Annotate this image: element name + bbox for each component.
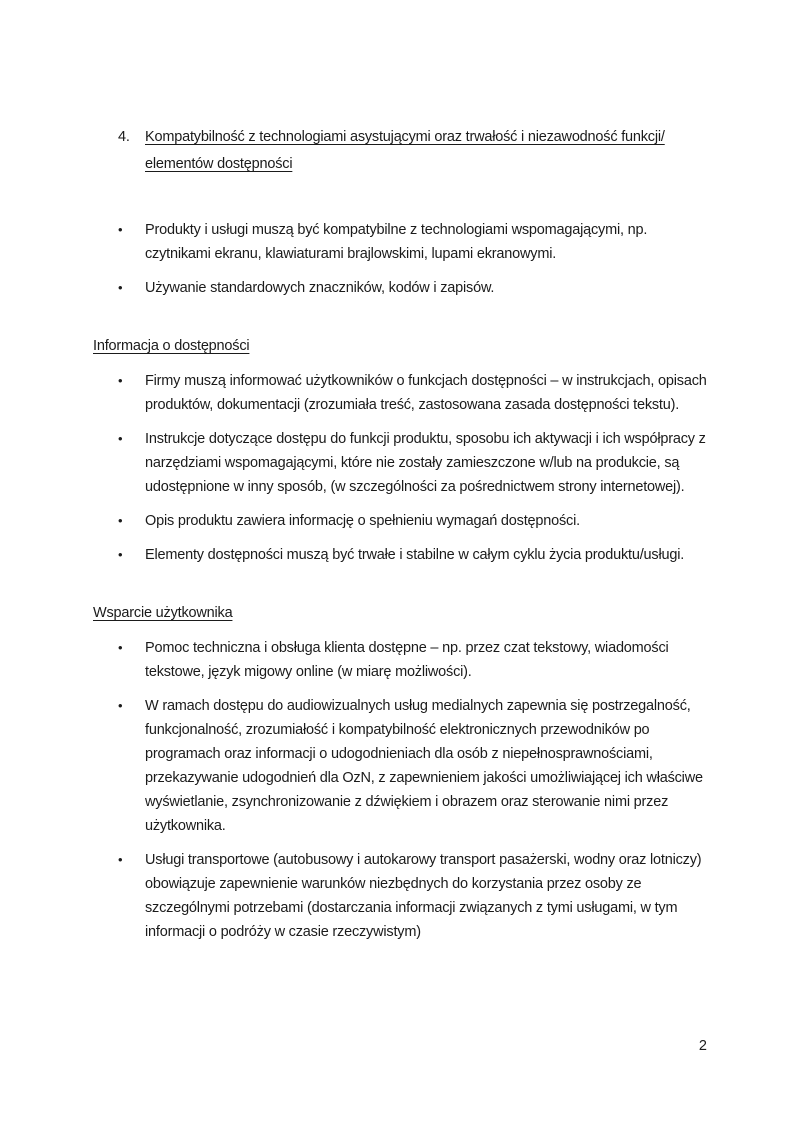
bullet-text: Instrukcje dotyczące dostępu do funkcji produktu, sposobu ich aktywacji i ich współpracy z narzędziami wspomagającymi, które nie zostały zamieszczone w/lub na produkcie, są udostępnione w inny sposób, (w szczególności za pośrednictwem strony internetowej). xyxy=(145,431,706,495)
bullet-text: W ramach dostępu do audiowizualnych usług medialnych zapewnia się postrzegalność, funkcjonalność, zrozumiałość i kompatybilność elektronicznych przewodników po programach oraz informacji o udogodnieniach dla osób z niepełnosprawnościami, przekazywanie udogodnień dla OzN, z zapewnieniem jakości umożliwiającej ich właściwe wyświetlanie, zsynchronizowanie z dźwiękiem i obrazem oraz sterowanie nimi przez użytkownika. xyxy=(145,698,703,834)
list-item xyxy=(93,848,707,944)
bullet-marker: • xyxy=(118,640,123,655)
list-item xyxy=(93,509,707,533)
bullet-text: Używanie standardowych znaczników, kodów i zapisów. xyxy=(145,280,495,296)
list-item xyxy=(93,218,707,266)
bullet-text: Pomoc techniczna i obsługa klienta dostępne – np. przez czat tekstowy, wiadomości tekstowe, język migowy online (w miarę możliwości). xyxy=(145,640,669,680)
bullet-text: Usługi transportowe (autobusowy i autokarowy transport pasażerski, wodny oraz lotniczy) obowiązuje zapewnienie warunków niezbędnych do korzystania przez osoby ze szczególnymi potrzebami (dostarczania informacji związanych z tymi usługami, w tym informacji o podróży w czasie rzeczywistym) xyxy=(145,852,702,940)
numbered-heading xyxy=(93,124,707,178)
list-item xyxy=(93,636,707,684)
list-item xyxy=(93,694,707,838)
bullet-marker: • xyxy=(118,852,123,867)
list-item xyxy=(93,276,707,300)
bullet-marker: • xyxy=(118,547,123,562)
bullet-text: Elementy dostępności muszą być trwałe i stabilne w całym cyklu życia produktu/usługi. xyxy=(145,547,685,563)
bullet-marker: • xyxy=(118,373,123,388)
bullet-marker: • xyxy=(118,222,123,237)
list-item xyxy=(93,427,707,499)
list-item xyxy=(93,369,707,417)
page-number: 2 xyxy=(698,1038,707,1054)
section-wsparcie-uzytkownika xyxy=(93,601,707,944)
section-informacja-o-dostepnosci xyxy=(93,334,707,567)
section-title: Informacja o dostępności xyxy=(93,338,250,354)
bullet-text: Produkty i usługi muszą być kompatybilne z technologiami wspomagającymi, np. czytnikami ekranu, klawiaturami brajlowskimi, lupami ekranowymi. xyxy=(145,222,648,262)
bullet-marker: • xyxy=(118,513,123,528)
bullet-marker: • xyxy=(118,280,123,295)
heading-text xyxy=(145,124,707,178)
section-title: Wsparcie użytkownika xyxy=(93,605,233,621)
intro-bullet-list xyxy=(93,218,707,300)
list-item xyxy=(93,543,707,567)
section-bullet-list xyxy=(93,636,707,944)
page-footer xyxy=(93,1036,707,1056)
bullet-text: Opis produktu zawiera informację o spełnieniu wymagań dostępności. xyxy=(145,513,580,529)
bullet-marker: • xyxy=(118,431,123,446)
bullet-marker: • xyxy=(118,698,123,713)
heading-number: 4. xyxy=(118,129,130,145)
heading-line-1: Kompatybilność z technologiami asystującymi oraz trwałość i niezawodność funkcji/ xyxy=(145,129,665,145)
heading-line-2: elementów dostępności xyxy=(145,156,293,172)
bullet-text: Firmy muszą informować użytkowników o funkcjach dostępności – w instrukcjach, opisach produktów, dokumentacji (zrozumiała treść, zastosowana zasada dostępności tekstu). xyxy=(145,373,707,413)
section-bullet-list xyxy=(93,369,707,567)
